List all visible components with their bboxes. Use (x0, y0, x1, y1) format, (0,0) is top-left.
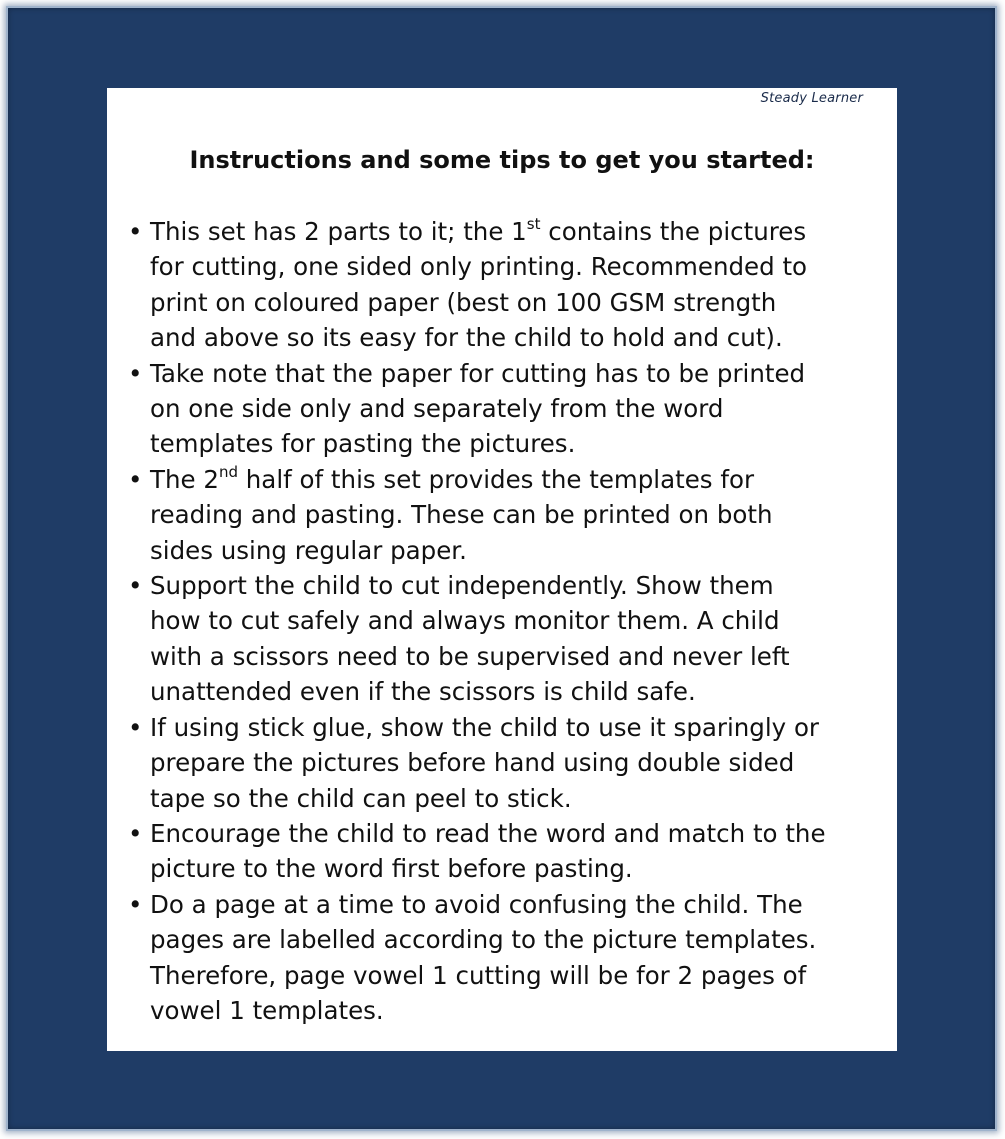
bullet-icon: • (128, 889, 143, 919)
tip-item (128, 462, 885, 568)
tip-text: contains the pictures (540, 217, 807, 246)
bullet-icon: • (128, 571, 143, 601)
tip-item (128, 214, 885, 356)
instruction-sheet (107, 88, 897, 1051)
tip-line: picture to the word first before pasting. (150, 854, 633, 884)
tip-line: with a scissors need to be supervised and never left (150, 641, 790, 671)
tip-line: Therefore, page vowel 1 cutting will be for 2 pages of (150, 960, 807, 990)
tip-text: This set has 2 parts to it; the 1 (150, 217, 527, 246)
tip-line: If using stick glue, show the child to use it sparingly or (150, 712, 820, 742)
tip-text: The 2 (150, 464, 219, 494)
tip-text: half of this set provides the templates for (237, 464, 755, 494)
bullet-icon: • (128, 217, 143, 246)
tip-line: Support the child to cut independently. Show them (150, 571, 774, 601)
brand-label: Steady Learner (760, 91, 863, 106)
bullet-icon: • (128, 712, 143, 742)
tip-line: vowel 1 templates. (150, 995, 384, 1025)
tip-line: Take note that the paper for cutting has to be printed (150, 358, 806, 388)
tip-line: and above so its easy for the child to hold and cut). (150, 323, 783, 353)
tip-item (128, 356, 885, 462)
tip-line (150, 214, 885, 249)
tip-line: prepare the pictures before hand using double sided (150, 748, 795, 778)
tip-line: print on coloured paper (best on 100 GSM strength (150, 287, 777, 317)
tip-line: for cutting, one sided only printing. Recommended to (150, 252, 808, 282)
tip-item (128, 710, 885, 816)
tip-line: Encourage the child to read the word and match to the (150, 818, 826, 848)
bullet-icon: • (128, 358, 143, 388)
tip-line (150, 462, 885, 497)
tip-line: pages are labelled according to the picture templates. (150, 925, 817, 955)
tip-line: Do a page at a time to avoid confusing the child. The (150, 889, 803, 919)
page-title: Instructions and some tips to get you started: (189, 146, 815, 174)
ordinal-suffix: st (526, 214, 541, 233)
ordinal-suffix: nd (218, 462, 238, 481)
tip-line: on one side only and separately from the word (150, 394, 724, 424)
tip-line: reading and pasting. These can be printed on both (150, 500, 773, 530)
tip-item (128, 568, 885, 710)
tips-list (128, 214, 885, 1028)
tip-line: unattended even if the scissors is child safe. (150, 677, 696, 707)
bullet-icon: • (128, 818, 143, 848)
bullet-icon: • (128, 464, 143, 494)
tip-item (128, 816, 885, 887)
tip-line: sides using regular paper. (150, 535, 467, 565)
tip-line: how to cut safely and always monitor them. A child (150, 606, 780, 636)
tip-line: templates for pasting the pictures. (150, 429, 576, 459)
tip-item (128, 887, 885, 1029)
tip-line: tape so the child can peel to stick. (150, 783, 572, 813)
